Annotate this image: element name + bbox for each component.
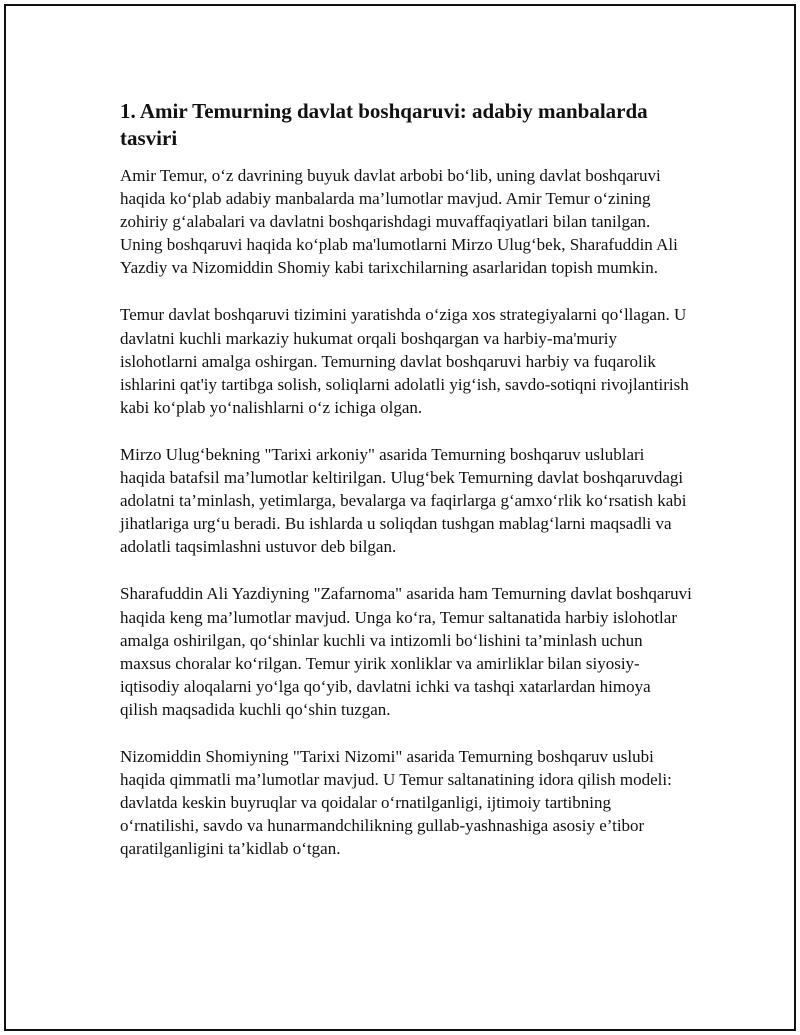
document-page [4,4,796,1031]
paragraph-shomiy: Nizomiddin Shomiyning "Tarixi Nizomi" asarida Temurning boshqaruv uslubi haqida qimmatli ma’lumotlar mavjud. U Temur saltanatining idora qilish modeli: davlatda keskin buyruqlar va qoidalar o‘rnatilganligi, ijtimoiy tartibning o‘rnatilishi, savdo va hunarmandchilikning gullab-yashnashiga asosiy e’tibor qaratilganligini ta’kidlab o‘tgan. [120,746,672,859]
section-heading: 1. Amir Temurning davlat boshqaruvi: adabiy manbalarda tasviri [120,99,648,150]
document-body [120,98,692,884]
paragraph-ulugbek: Mirzo Ulug‘bekning "Tarixi arkoniy" asarida Temurning boshqaruv uslublari haqida batafsil ma’lumotlar keltirilgan. Ulug‘bek Temurning davlat boshqaruvdagi adolatni ta’minlash, yetimlarga, bevalarga va faqirlarga g‘amxo‘rlik ko‘rsatish kabi jihatlariga urg‘u beradi. Bu ishlarda u soliqdan tushgan mablag‘larni maqsadli va adolatli taqsimlashni ustuvor deb bilgan. [120,444,687,557]
paragraph-governance-strategy: Temur davlat boshqaruvi tizimini yaratishda o‘ziga xos strategiyalarni qo‘llagan. U davlatni kuchli markaziy hukumat orqali boshqargan va harbiy-ma'muriy islohotlarni amalga oshirgan. Temurning davlat boshqaruvi harbiy va fuqarolik ishlarini qat'iy tartibga solish, soliqlarni adolatli yig‘ish, savdo-sotiqni rivojlantirish kabi ko‘plab yo‘nalishlarni o‘z ichiga olgan. [120,305,689,417]
paragraph-yazdiy: Sharafuddin Ali Yazdiyning "Zafarnoma" asarida ham Temurning davlat boshqaruvi haqida keng ma’lumotlar mavjud. Unga ko‘ra, Temur saltanatida harbiy islohotlar amalga oshirilgan, qo‘shinlar kuchli va intizomli bo‘lishini ta’minlash uchun maxsus choralar ko‘rilgan. Temur yirik xonliklar va amirliklar bilan siyosiy-iqtisodiy aloqalarni yo‘lga qo‘yib, davlatni ichki va tashqi xatarlardan himoya qilish maqsadida kuchli qo‘shin tuzgan. [120,584,692,719]
paragraph-intro: Amir Temur, o‘z davrining buyuk davlat arbobi bo‘lib, uning davlat boshqaruvi haqida ko‘plab adabiy manbalarda ma’lumotlar mavjud. Amir Temur o‘zining zohiriy g‘alabalari va davlatni boshqarishdagi muvaffaqiyatlari bilan tanilgan. Uning boshqaruvi haqida ko‘plab ma'lumotlarni Mirzo Ulug‘bek, Sharafuddin Ali Yazdiy va Nizomiddin Shomiy kabi tarixchilarning asarlaridan topish mumkin. [120,166,678,278]
